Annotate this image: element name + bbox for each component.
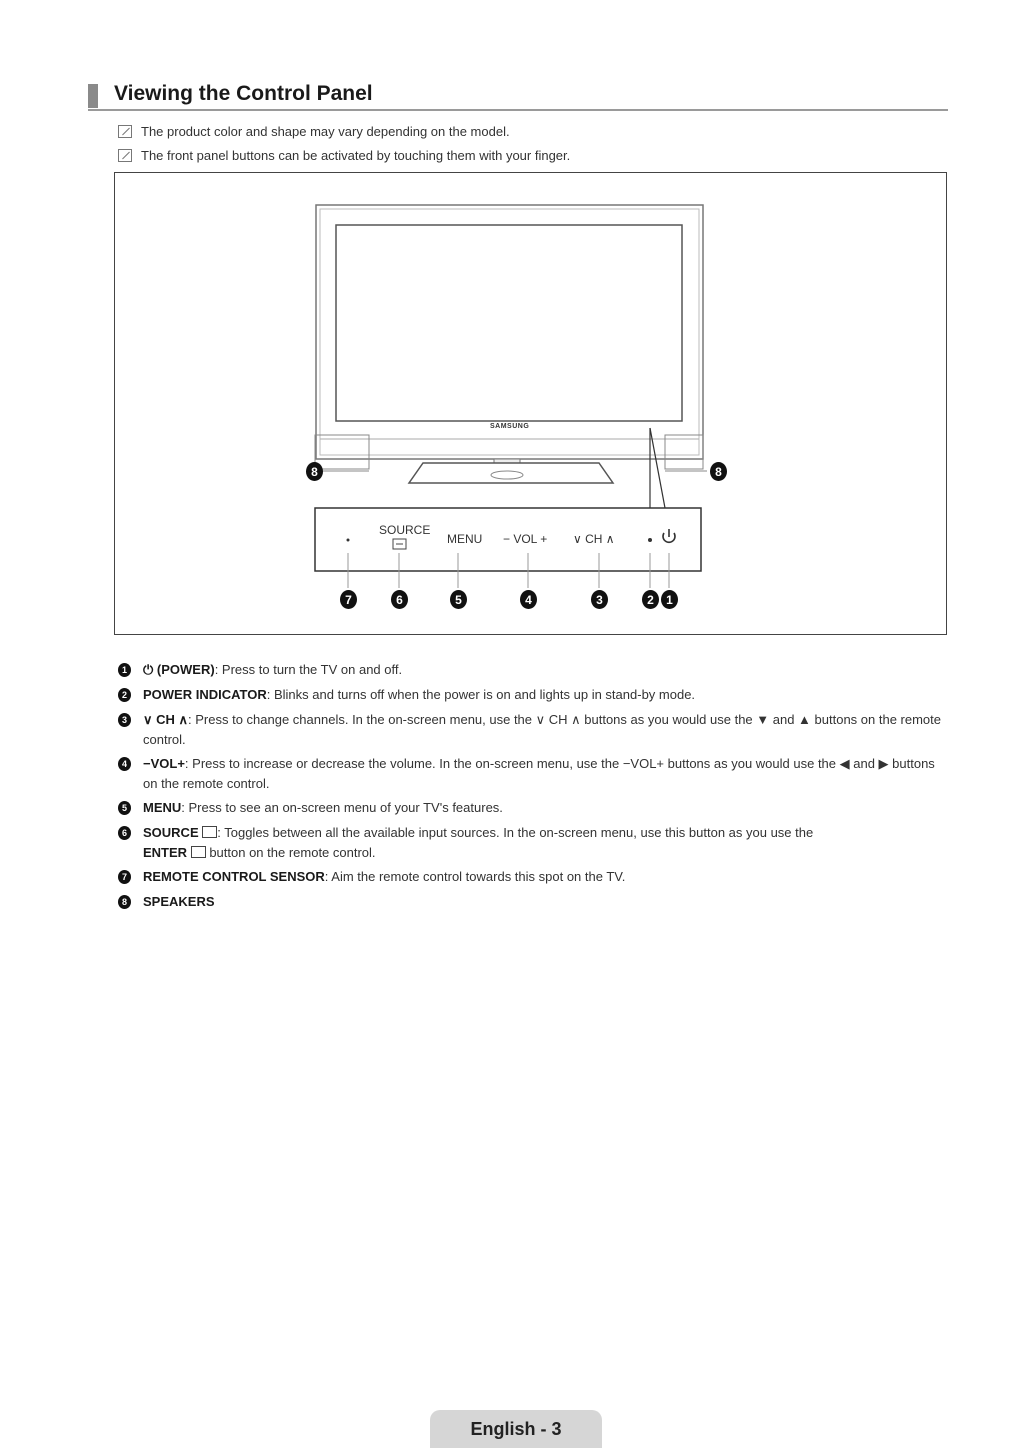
callout-7: 7 [340,590,357,609]
control-panel-figure [114,172,947,635]
callout-speaker-left: 8 [306,462,323,481]
item-text: : Aim the remote control towards this spot on the TV. [324,869,626,884]
power-icon: ⏻ [143,662,157,677]
note-2 [118,148,570,163]
note-text: The product color and shape may vary depending on the model. [141,124,510,139]
panel-label-menu: MENU [447,532,483,546]
item-number: 1 [118,663,131,677]
title-divider [88,109,948,111]
callout-2: 2 [642,590,659,609]
source-icon [191,846,206,858]
panel-label-ch: ∨ CH ∧ [573,532,615,546]
callout-1: 1 [661,590,678,609]
item-text: : Press to turn the TV on and off. [214,662,403,677]
item-number: 8 [118,895,131,909]
note-icon [118,125,132,138]
item-text: : Blinks and turns off when the power is on and lights up in stand-by mode. [266,687,696,702]
panel-label-vol: − VOL + [503,532,548,546]
note-1 [118,124,510,139]
page-title: Viewing the Control Panel [114,82,373,105]
page-footer: English - 3 [430,1410,602,1448]
brand-logo: SAMSUNG [490,423,530,430]
item-label: (POWER) [156,662,215,677]
enter-text: button on the remote control. [209,845,376,860]
item-number: 6 [118,826,131,840]
item-label: REMOTE CONTROL SENSOR [143,869,325,884]
item-number: 3 [118,713,131,727]
item-label: SPEAKERS [143,894,215,909]
item-text: : Toggles between all the available input sources. In the on-screen menu, use this button as you use the [217,825,814,840]
source-icon [202,826,217,838]
enter-label: ENTER [143,845,188,860]
item-label: MENU [143,800,182,815]
tv-screen [336,225,682,421]
item-number: 7 [118,870,131,884]
callout-6: 6 [391,590,408,609]
callout-speaker-right: 8 [710,462,727,481]
item-label: −VOL+ [143,756,185,771]
item-label: ∨ CH ∧ [143,712,189,727]
note-icon [118,149,132,162]
note-text: The front panel buttons can be activated by touching them with your finger. [141,148,571,163]
item-text: : Press to see an on-screen menu of your TV's features. [181,800,503,815]
item-number: 4 [118,757,131,771]
callout-3: 3 [591,590,608,609]
item-label: POWER INDICATOR [143,687,267,702]
item-text: : Press to change channels. In the on-screen menu, use the ∨ CH ∧ buttons as you would use the ▼ and ▲ buttons on the remote control. [143,712,942,747]
item-label: SOURCE [143,825,199,840]
callout-5: 5 [450,590,467,609]
item-text: : Press to increase or decrease the volume. In the on-screen menu, use the −VOL+ buttons as you would use the ◀ and ▶ buttons on the remote control. [143,756,935,791]
panel-label-source: SOURCE [379,523,431,537]
power-indicator-dot [648,538,652,542]
sensor-dot [347,539,350,542]
title-accent-bar [88,84,98,108]
callout-4: 4 [520,590,537,609]
item-number: 5 [118,801,131,815]
tv-illustration [115,173,948,636]
item-number: 2 [118,688,131,702]
